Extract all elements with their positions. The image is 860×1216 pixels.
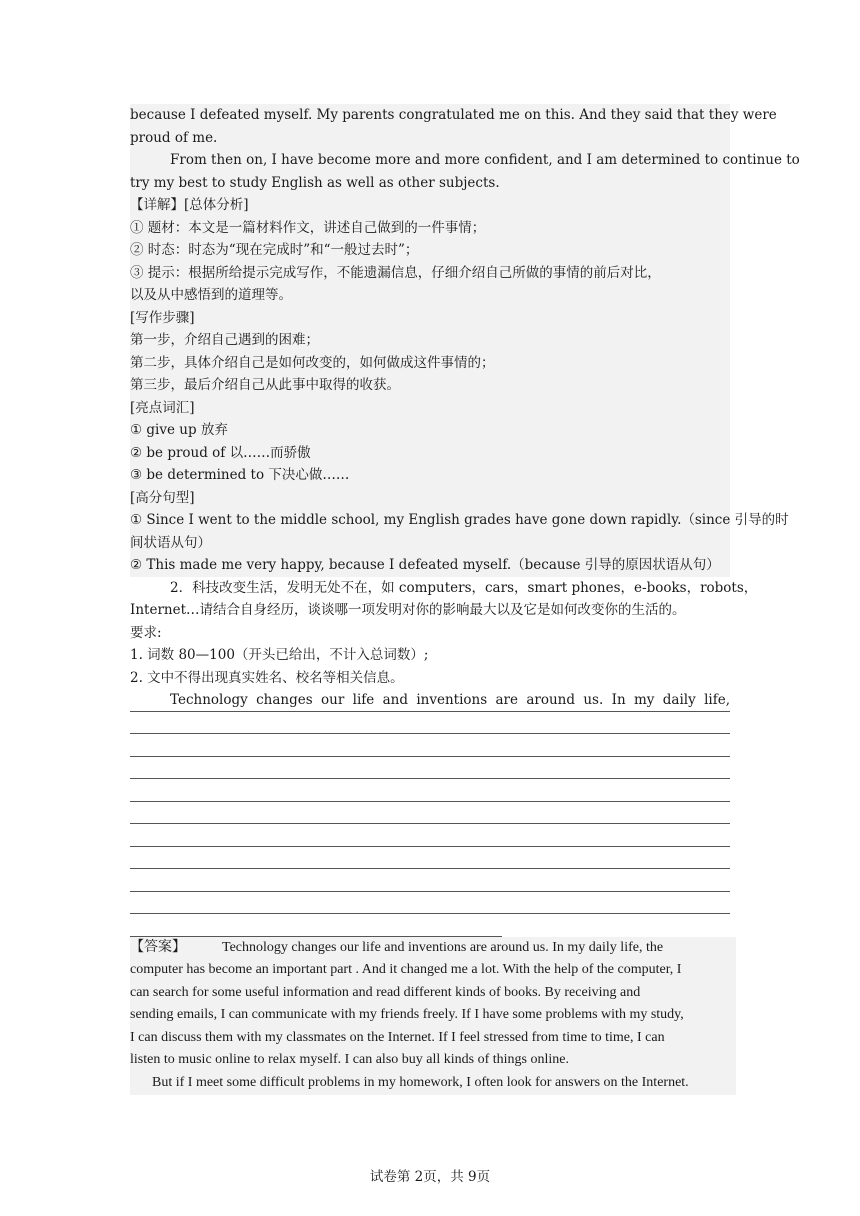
opening-word: my [634,692,655,708]
answer-line: computer has become an important part . And it changed me a lot. With the help of the computer, I [130,959,736,982]
writing-line [130,847,730,870]
analysis-point: ① 题材：本文是一篇材料作文，讲述自己做到的一件事情； [130,217,730,240]
question-prompt: 2．科技改变生活，发明无处不在，如 computers，cars，smart phones，e-books，robots， [170,579,758,596]
page-footer: 试卷第 2页，共 9页 [369,1169,491,1185]
answer-section [130,937,736,1095]
step-item: 第一步，介绍自己遇到的困难； [130,329,730,352]
opening-word: around [526,692,576,708]
opening-word: and [382,692,408,708]
opening-word: life, [704,692,730,708]
writing-line [130,802,730,825]
opening-word: us. [583,692,604,708]
writing-line [130,779,730,802]
opening-word: changes [256,692,313,708]
answer-line: can search for some useful information and read different kinds of books. By receiving and [130,982,736,1005]
writing-lines [130,689,730,937]
opening-word: Technology [170,692,248,708]
question-section [130,577,758,937]
analysis-point: ② 时态：时态为“现在完成时”和“一般过去时”； [130,239,730,262]
opening-word: our [321,692,345,708]
step-item: 第三步，最后介绍自己从此事中取得的收获。 [130,374,730,397]
answer-label: 【答案】 [130,939,186,955]
writing-line [130,757,730,780]
sentences-header: [高分句型] [130,487,730,510]
analysis-point: 以及从中感悟到的道理等。 [130,284,730,307]
essay-line: because I defeated myself. My parents congratulated me on this. And they said that they were [130,104,730,127]
opening-word: daily [662,692,696,708]
opening-word: are [495,692,518,708]
writing-line [130,869,730,892]
writing-line-short [130,914,502,937]
answer-line: 【答案】 Technology changes our life and inventions are around us. In my daily life, the [130,937,736,960]
vocab-item: ② be proud of 以……而骄傲 [130,442,730,465]
requirement-item: 1. 词数 80—100（开头已给出，不计入总词数）; [130,647,429,663]
question-prompt: Internet…请结合自身经历，谈谈哪一项发明对你的影响最大以及它是如何改变你的生活的。 [130,602,686,618]
vocab-item: ③ be determined to 下决心做…… [130,464,730,487]
answer-line: listen to music online to relax myself. I can also buy all kinds of things online. [130,1049,736,1072]
answer-line: But if I meet some difficult problems in my homework, I often look for answers on the Internet. [130,1072,736,1095]
step-item: 第二步，具体介绍自己是如何改变的，如何做成这件事情的； [130,352,730,375]
analysis-section [130,194,789,577]
essay-line: From then on, I have become more and more confident, and I am determined to continue to [130,149,730,172]
page-content [130,104,800,1095]
writing-line [130,892,730,915]
answer-line: I can discuss them with my classmates on the Internet. If I feel stressed from time to time, I can [130,1027,736,1050]
sentence-item: ② This made me very happy, because I defeated myself.（because 引导的原因状语从句） [130,554,730,577]
steps-header: [写作步骤] [130,307,730,330]
writing-line [130,824,730,847]
opening-word: inventions [416,692,488,708]
sentence-item: 间状语从句） [130,532,730,555]
opening-word: In [611,692,626,708]
question-prompt: 要求: [130,624,162,641]
vocab-header: [亮点词汇] [130,397,730,420]
previous-essay [130,104,800,194]
opening-sentence [130,689,730,712]
sentence-item: ① Since I went to the middle school, my English grades have gone down rapidly.（since 引导的时 [130,509,730,532]
requirement-item: 2. 文中不得出现真实姓名、校名等相关信息。 [130,669,404,686]
writing-line [130,712,730,735]
analysis-point: ③ 提示：根据所给提示完成写作，不能遗漏信息，仔细介绍自己所做的事情的前后对比， [130,262,730,285]
answer-line: sending emails, I can communicate with my friends freely. If I have some problems with my study, [130,1004,736,1027]
analysis-header: 【详解】[总体分析] [130,194,730,217]
opening-word: life [352,692,375,708]
essay-line: try my best to study English as well as other subjects. [130,172,730,195]
vocab-item: ① give up 放弃 [130,419,730,442]
writing-line [130,734,730,757]
essay-line: proud of me. [130,127,730,150]
